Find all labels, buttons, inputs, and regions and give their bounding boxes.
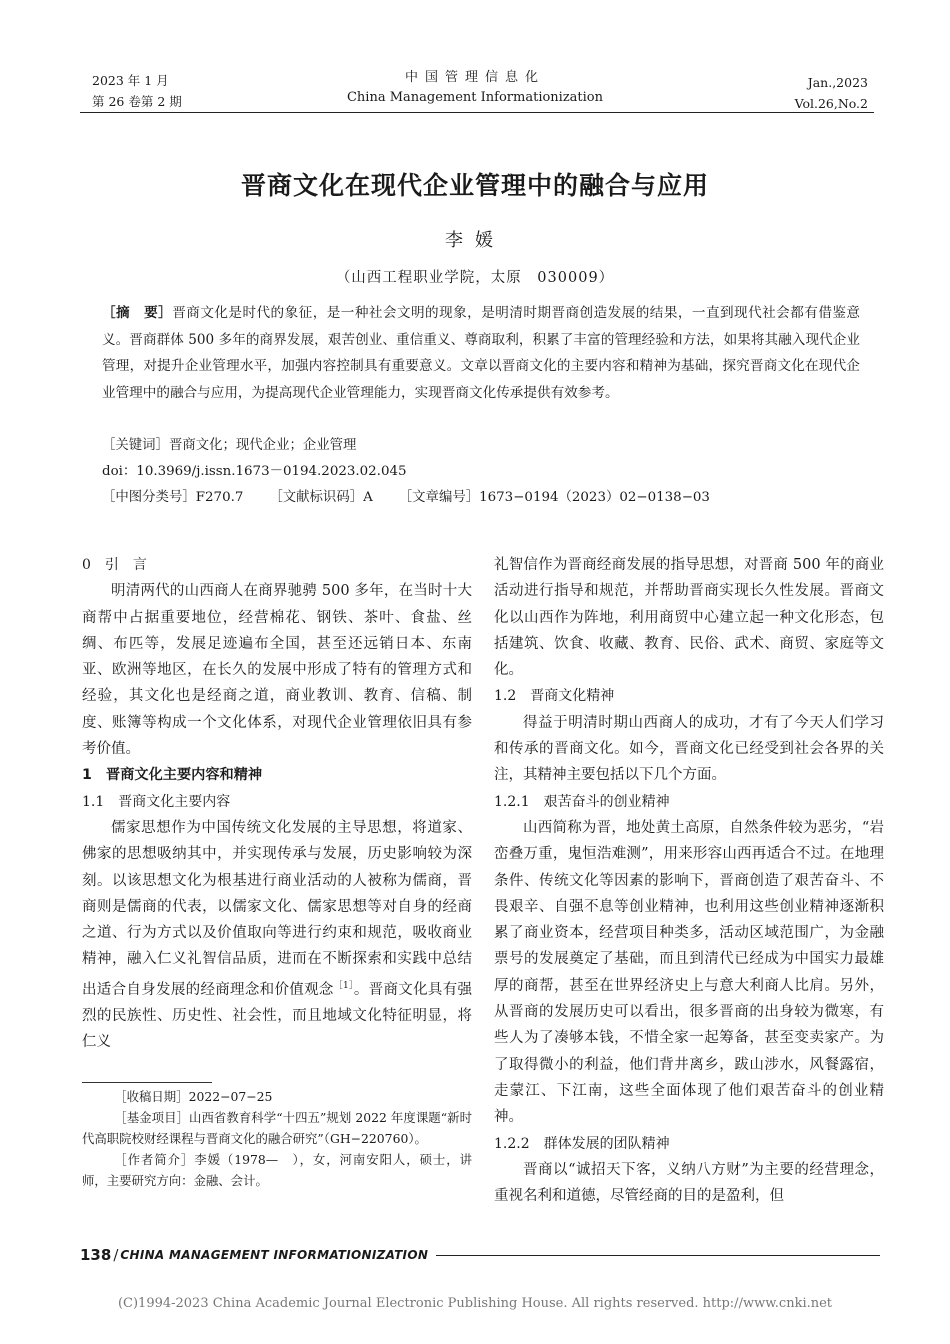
subsection-heading-1-2-1: 1.2.1 艰苦奋斗的创业精神 — [494, 793, 670, 810]
issue-date-en: Jan.,2023 — [807, 75, 868, 90]
keywords-text: 晋商文化；现代企业；企业管理 — [168, 438, 357, 453]
doi: doi：10.3969/j.issn.1673－0194.2023.02.045 — [102, 464, 407, 479]
volume-issue-cn: 第 26 卷第 2 期 — [92, 94, 182, 109]
author-bio: ［作者简介］李媛（1978— ），女，河南安阳人，硕士，讲师，主要研究方向：金融、会计。 — [82, 1152, 472, 1188]
body-left-column — [82, 552, 472, 1055]
paragraph: 得益于明清时期山西商人的成功，才有了今天人们学习和传承的晋商文化。如今，晋商文化已经受到社会各界的关注，其精神主要包括以下几个方面。 — [494, 714, 884, 784]
page-number: 138 — [80, 1246, 112, 1264]
paragraph-text-cont: 。晋商文化具有强烈的民族性、历史性、社会性，而且地域文化特征明显，将仁义 — [82, 981, 473, 1051]
footer-rule — [436, 1255, 880, 1256]
header-rule — [80, 112, 874, 113]
subsection-heading-1-2: 1.2 晋商文化精神 — [494, 688, 615, 705]
journal-name-en: China Management Informationization — [346, 90, 604, 105]
paragraph: 礼智信作为晋商经商发展的指导思想，对晋商 500 年的商业活动进行指导和规范，并帮助晋商实现长久性发展。晋商文化以山西作为阵地，利用商贸中心建立起一种文化形态，包括建筑、饮食、收藏、教育、民俗、武术、商贸、家庭等文化。 — [494, 557, 884, 679]
article-number: ［文章编号］1673−0194（2023）02−0138−03 — [398, 490, 710, 505]
journal-name-cn: 中国管理信息化 — [404, 70, 545, 85]
footnotes — [82, 1086, 472, 1191]
paper-title: 晋商文化在现代企业管理中的融合与应用 — [240, 171, 709, 200]
keywords — [102, 434, 356, 453]
author-affiliation: （山西工程职业学院，太原 030009） — [335, 270, 615, 286]
abstract-text: 晋商文化是时代的象征，是一种社会文明的现象，是明清时期晋商创造发展的结果，一直到现代社会都有借鉴意义。晋商群体 500 多年的商界发展，艰苦创业、重信重义、尊商取利，积累了丰富的管理经验和方法，如果将其融入现代企业管理，对提升企业管理水平，加强内容控制具有重要意义。文章以晋商文化的主要内容和精神为基础，探究晋商文化在现代企业管理中的融合与应用，为提高现代企业管理能力，实现晋商文化传承提供有效参考。 — [102, 305, 861, 401]
fund-project: ［基金项目］山西省教育科学“十四五”规划 2022 年度课题“新时代高职院校财经课程与晋商文化的融合研究”（GH−220760）。 — [82, 1110, 472, 1146]
volume-issue-en: Vol.26,No.2 — [794, 96, 868, 111]
paragraph — [82, 815, 472, 1056]
section-heading-intro: 0 引 言 — [82, 557, 147, 573]
clc-number: ［中图分类号］F270.7 — [102, 490, 244, 505]
paragraph: 山西简称为晋，地处黄土高原，自然条件较为恶劣，“岩峦叠万重，鬼恒浩难测”，用来形容山西再适合不过。在地理条件、传统文化等因素的影响下，晋商创造了艰苦奋斗、不畏艰辛、自强不息等创业精神，也利用这些创业精神逐渐积累了商业资本，经营项目种类多，活动区域范围广，为金融票号的发展奠定了基础，而且到清代已经成为中国实力最雄厚的商帮，甚至在世界经济史上与意大利商人比肩。另外，从晋商的发展历史可以看出，很多晋商的出身较为微寒，有些人为了凑够本钱，不惜全家一起筹备，甚至变卖家产。为了取得微小的利益，他们背井离乡，跋山涉水，风餐露宿，走蒙江、下江南，这些全面体现了他们艰苦奋斗的创业精神。 — [494, 819, 884, 1126]
abstract-label: ［摘 要］ — [102, 305, 173, 321]
footer-separator: / — [113, 1246, 119, 1264]
document-code: ［文献标识码］A — [269, 490, 373, 505]
paragraph: 明清两代的山西商人在商界驰骋 500 多年，在当时十大商帮中占据重要地位，经营棉花、钢铁、茶叶、食盐、丝绸、布匹等，发展足迹遍布全国，甚至还远销日本、东南亚、欧洲等地区，在长久的发展中形成了特有的管理方式和经验，其文化也是经商之道，商业教训、教育、信稿、制度、账簿等构成一个文化体系，对现代企业管理依旧具有参考价值。 — [82, 583, 472, 758]
abstract — [102, 300, 860, 406]
page-footer — [80, 1246, 880, 1264]
classification-line — [102, 486, 862, 505]
citation-ref-1[interactable]: ［1］ — [333, 980, 354, 991]
section-heading-1: 1 晋商文化主要内容和精神 — [82, 767, 263, 784]
issue-date-right — [795, 72, 868, 114]
keywords-label: ［关键词］ — [102, 438, 169, 453]
journal-name-footer: CHINA MANAGEMENT INFORMATIONIZATION — [120, 1248, 429, 1262]
received-date: ［收稿日期］2022−07−25 — [114, 1089, 273, 1104]
body-right-column — [494, 552, 884, 1209]
paragraph-text: 儒家思想作为中国传统文化发展的主导思想，将道家、佛家的思想吸纳其中，并实现传承与发展，历史影响较为深刻。以该思想文化为根基进行商业活动的人被称为儒商，晋商则是儒商的代表，以儒家文化、儒家思想等对自身的经商之道、行为方式以及价值取向等进行约束和规范，吸收商业精神，融入仁义礼智信品质，进而在不断探索和实践中总结出适合自身发展的经商理念和价值观念 — [82, 819, 472, 998]
copyright-notice: (C)1994-2023 China Academic Journal Electronic Publishing House. All rights reserved. http://www.cnki.net — [117, 1296, 833, 1311]
subsection-heading-1-2-2: 1.2.2 群体发展的团队精神 — [494, 1135, 670, 1152]
subsection-heading-1-1: 1.1 晋商文化主要内容 — [82, 793, 231, 810]
author-name: 李媛 — [445, 230, 505, 251]
paragraph: 晋商以“诚招天下客，义纳八方财”为主要的经营理念，重视名利和道德，尽管经商的目的是盈利，但 — [494, 1161, 884, 1205]
issue-date-cn: 2023 年 1 月 — [92, 73, 169, 88]
footnote-rule — [82, 1082, 212, 1083]
